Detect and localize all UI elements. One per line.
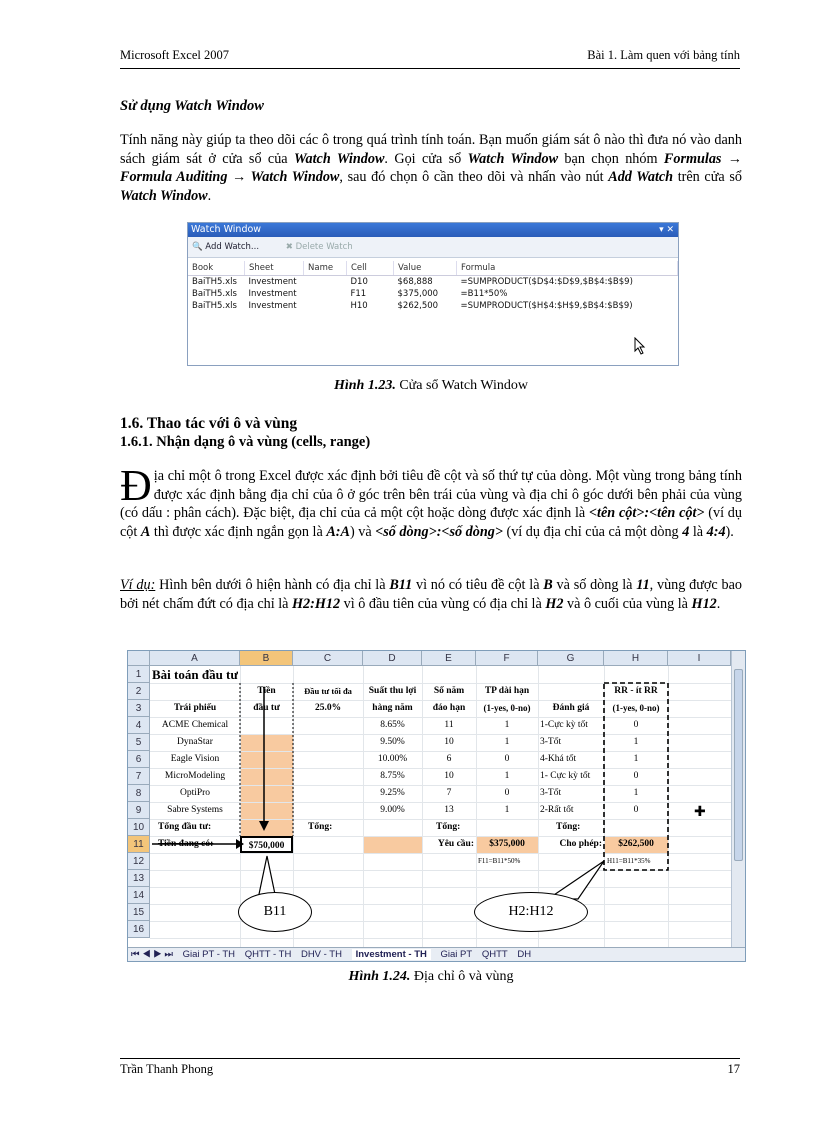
tab-qhtt[interactable]: QHTT bbox=[481, 949, 508, 960]
cell-e11[interactable]: Yêu cầu: bbox=[437, 839, 474, 849]
header-left: Microsoft Excel 2007 bbox=[120, 48, 230, 62]
row-header[interactable]: 12 bbox=[128, 853, 150, 870]
cell-a11[interactable]: Tiền đang có: bbox=[158, 839, 214, 849]
cell-d3[interactable]: hàng năm bbox=[372, 703, 413, 713]
col-header-e[interactable]: E bbox=[422, 651, 476, 666]
col-book[interactable]: Book bbox=[188, 261, 245, 276]
scrollbar-thumb[interactable] bbox=[734, 669, 743, 861]
cell-b3[interactable]: đầu tư bbox=[253, 703, 280, 713]
address-paragraph: Địa chỉ một ô trong Excel được xác định bởi tiêu đề cột và số thứ tự của dòng. Một vùng trong bảng tính được xác định bằng địa chỉ của ô ở góc trên bên trái của vùng và địa chỉ ô góc dưới bên phải của vùng (có dấu : phân cách). Đặc biệt, địa chỉ của cả một cột hoặc dòng được xác định là <tên cột>:<tên cột> (ví dụ cột A thì được xác định ngắn gọn là A:A) và <số dòng>:<số dòng> (ví dụ địa chỉ của cả một dòng 4 là 4:4). bbox=[120, 461, 742, 540]
tab-nav-icon[interactable]: ⏮ ◀ ▶ ⏭ bbox=[131, 949, 173, 960]
cell-e3[interactable]: đáo hạn bbox=[432, 703, 466, 713]
cell-b11-active[interactable]: $750,000 bbox=[240, 836, 293, 853]
delete-watch-button[interactable]: ✖ Delete Watch bbox=[285, 242, 353, 252]
cell-g10[interactable]: Tổng: bbox=[556, 822, 581, 832]
row-header[interactable]: 15 bbox=[128, 904, 150, 921]
heading-1-6: 1.6. Thao tác với ô và vùng bbox=[120, 415, 298, 432]
cell-g3[interactable]: Đánh giá bbox=[552, 703, 590, 713]
callout-h2-h12: H2:H12 bbox=[474, 892, 588, 932]
footer-author: Trần Thanh Phong bbox=[120, 1062, 214, 1076]
row-header[interactable]: 7 bbox=[128, 768, 150, 785]
col-formula[interactable]: Formula bbox=[457, 261, 678, 276]
table-row[interactable]: BaiTH5.xls Investment H10 $262,500 =SUMPRODUCT($H$4:$H$9,$B$4:$B$9) bbox=[192, 301, 633, 311]
annotation-overlay bbox=[128, 651, 745, 961]
cell-d2[interactable]: Suất thu lợi bbox=[368, 686, 417, 696]
section-title-watch: Sử dụng Watch Window bbox=[120, 98, 264, 114]
row-header[interactable]: 13 bbox=[128, 870, 150, 887]
col-header-g[interactable]: G bbox=[538, 651, 604, 666]
row-header[interactable]: 10 bbox=[128, 819, 150, 836]
col-value[interactable]: Value bbox=[394, 261, 457, 276]
cell-h3[interactable]: (1-yes, 0-no) bbox=[612, 703, 660, 713]
sheet-tabs bbox=[128, 947, 745, 961]
col-header-b[interactable]: B bbox=[240, 651, 293, 666]
cross-cursor-icon: ✚ bbox=[694, 803, 706, 819]
cell-f12[interactable]: F11=B11*50% bbox=[478, 857, 521, 865]
close-icon[interactable]: ▾ ✕ bbox=[659, 225, 674, 235]
row-header[interactable]: 9 bbox=[128, 802, 150, 819]
tab-giai-pt-th[interactable]: Giai PT - TH bbox=[182, 949, 236, 960]
cell-e2[interactable]: Số năm bbox=[433, 686, 465, 696]
cell-f3[interactable]: (1-yes, 0-no) bbox=[483, 703, 531, 713]
row-header[interactable]: 14 bbox=[128, 887, 150, 904]
row-header[interactable]: 16 bbox=[128, 921, 150, 938]
mouse-cursor-icon bbox=[634, 337, 648, 355]
tab-dhv-th[interactable]: DHV - TH bbox=[300, 949, 342, 960]
header-right: Bài 1. Làm quen với bảng tính bbox=[587, 48, 740, 62]
col-cell[interactable]: Cell bbox=[347, 261, 394, 276]
col-header-h[interactable]: H bbox=[604, 651, 668, 666]
page-header bbox=[120, 48, 740, 69]
cell-e10[interactable]: Tổng: bbox=[436, 822, 461, 832]
vertical-scrollbar[interactable] bbox=[731, 651, 745, 948]
row-header[interactable]: 3 bbox=[128, 700, 150, 717]
watch-window-titlebar: Watch Window ▾ ✕ bbox=[188, 223, 678, 237]
row-header[interactable]: 4 bbox=[128, 717, 150, 734]
sheet-title[interactable]: Bài toán đầu tư bbox=[152, 667, 239, 682]
cell-a3[interactable]: Trái phiếu bbox=[173, 703, 217, 713]
figure-caption-1-24: Hình 1.24. Địa chỉ ô và vùng bbox=[348, 969, 514, 984]
figure-caption-1-23: Hình 1.23. Cửa sổ Watch Window bbox=[333, 378, 528, 393]
cell-h2[interactable]: RR - ít RR bbox=[614, 686, 658, 696]
cell-f2[interactable]: TP dài hạn bbox=[484, 686, 530, 696]
row-header[interactable]: 6 bbox=[128, 751, 150, 768]
page-footer bbox=[120, 1058, 740, 1077]
col-header-i[interactable]: I bbox=[668, 651, 731, 666]
col-name[interactable]: Name bbox=[304, 261, 347, 276]
table-row[interactable]: BaiTH5.xls Investment D10 $68,888 =SUMPRODUCT($D$4:$D$9,$B$4:$B$9) bbox=[192, 277, 633, 287]
col-header-c[interactable]: C bbox=[293, 651, 363, 666]
row-header[interactable]: 5 bbox=[128, 734, 150, 751]
cell-c3[interactable]: 25.0% bbox=[314, 703, 342, 713]
cell-b2[interactable]: Tiền bbox=[257, 686, 276, 696]
cell-h12[interactable]: H11=B11*35% bbox=[607, 857, 651, 865]
watch-paragraph: Tính năng này giúp ta theo dõi các ô trong quá trình tính toán. Bạn muốn giám sát ô nào thì đưa nó vào danh sách giám sát ở cửa sổ của Watch Window. Gọi cửa sổ Watch Window bạn chọn nhóm Formulas → Formula Auditing → Watch Window, sau đó chọn ô cần theo dõi và nhấn vào nút Add Watch trên cửa sổ Watch Window. bbox=[120, 132, 742, 204]
cell-g11[interactable]: Cho phép: bbox=[559, 839, 602, 849]
tab-qhtt-th[interactable]: QHTT - TH bbox=[244, 949, 292, 960]
page-number: 17 bbox=[727, 1062, 740, 1076]
example-paragraph: Ví dụ: Hình bên dưới ô hiện hành có địa chỉ là B11 vì nó có tiêu đề cột là B và số dòng là 11, vùng được bao bởi nét chấm đứt có địa chỉ là H2:H12 vì ô đầu tiên của vùng có địa chỉ là H2 và ô cuối của vùng là H12. bbox=[120, 577, 742, 612]
row-header[interactable]: 2 bbox=[128, 683, 150, 700]
cell-f11[interactable]: $375,000 bbox=[489, 839, 525, 849]
row-header[interactable]: 1 bbox=[128, 666, 150, 683]
col-header-a[interactable]: A bbox=[150, 651, 240, 666]
cell-a10[interactable]: Tổng đầu tư: bbox=[158, 822, 212, 832]
drop-cap: Đ bbox=[120, 461, 152, 510]
callout-b11: B11 bbox=[238, 892, 312, 932]
watch-table bbox=[188, 261, 678, 312]
cell-h11[interactable]: $262,500 bbox=[618, 839, 654, 849]
tab-giai-pt[interactable]: Giai PT bbox=[440, 949, 473, 960]
cell-c10[interactable]: Tổng: bbox=[308, 822, 333, 832]
tab-dh[interactable]: DH bbox=[517, 949, 532, 960]
col-sheet[interactable]: Sheet bbox=[245, 261, 304, 276]
col-header-d[interactable]: D bbox=[363, 651, 422, 666]
watch-window bbox=[187, 222, 679, 366]
table-row[interactable]: BaiTH5.xls Investment F11 $375,000 =B11*50% bbox=[192, 289, 508, 299]
tab-investment-th[interactable]: Investment - TH bbox=[352, 949, 431, 960]
heading-1-6-1: 1.6.1. Nhận dạng ô và vùng (cells, range) bbox=[120, 434, 371, 450]
watch-toolbar bbox=[188, 237, 678, 258]
col-header-f[interactable]: F bbox=[476, 651, 538, 666]
cell-c2[interactable]: Đầu tư tối đa bbox=[304, 686, 352, 696]
row-header[interactable]: 11 bbox=[128, 836, 150, 853]
add-watch-button[interactable]: 🔍 Add Watch... bbox=[192, 242, 260, 252]
row-header[interactable]: 8 bbox=[128, 785, 150, 802]
spreadsheet: A B C D E F G H I 1 2 3 4 5 6 7 8 9 10 11 12 13 14 15 16 Bài toán đầu tư Tiền Đầu tư tối đa Suất thu lợi Số năm TP dài hạn RR - ít RR Trái phiếu đầu tư 25.0% hàng năm đáo hạn (1-yes, 0-no) Đánh giá (1-yes, 0-no) ACME Chemical 8.65% 11 1 1-Cực kỳ tốt 0 DynaStar 9.50% 10 1 3-Tốt 1 Eagle Vision 10.00% 6 0 4-Khá tốt 1 MicroModeling 8.75% 10 1 1- Cực kỳ tốt 0 OptiPro 9.25% 7 0 3-Tốt 1 Sabre Systems 9.00% 13 1 2-Rất tốt 0 Tổng đầu tư: Tổng: Tổng: Tổng: Tiền đang có: $750,000 Yêu cầu: $375,000 Cho phép: $262,500 F11=B11*50% H11=B11*35% B11 H2:H12 ✚ ⏮ ◀ ▶ ⏭ Giai PT - TH QHTT - TH DHV - TH Investment - TH Giai PT QHTT DH bbox=[127, 650, 746, 962]
